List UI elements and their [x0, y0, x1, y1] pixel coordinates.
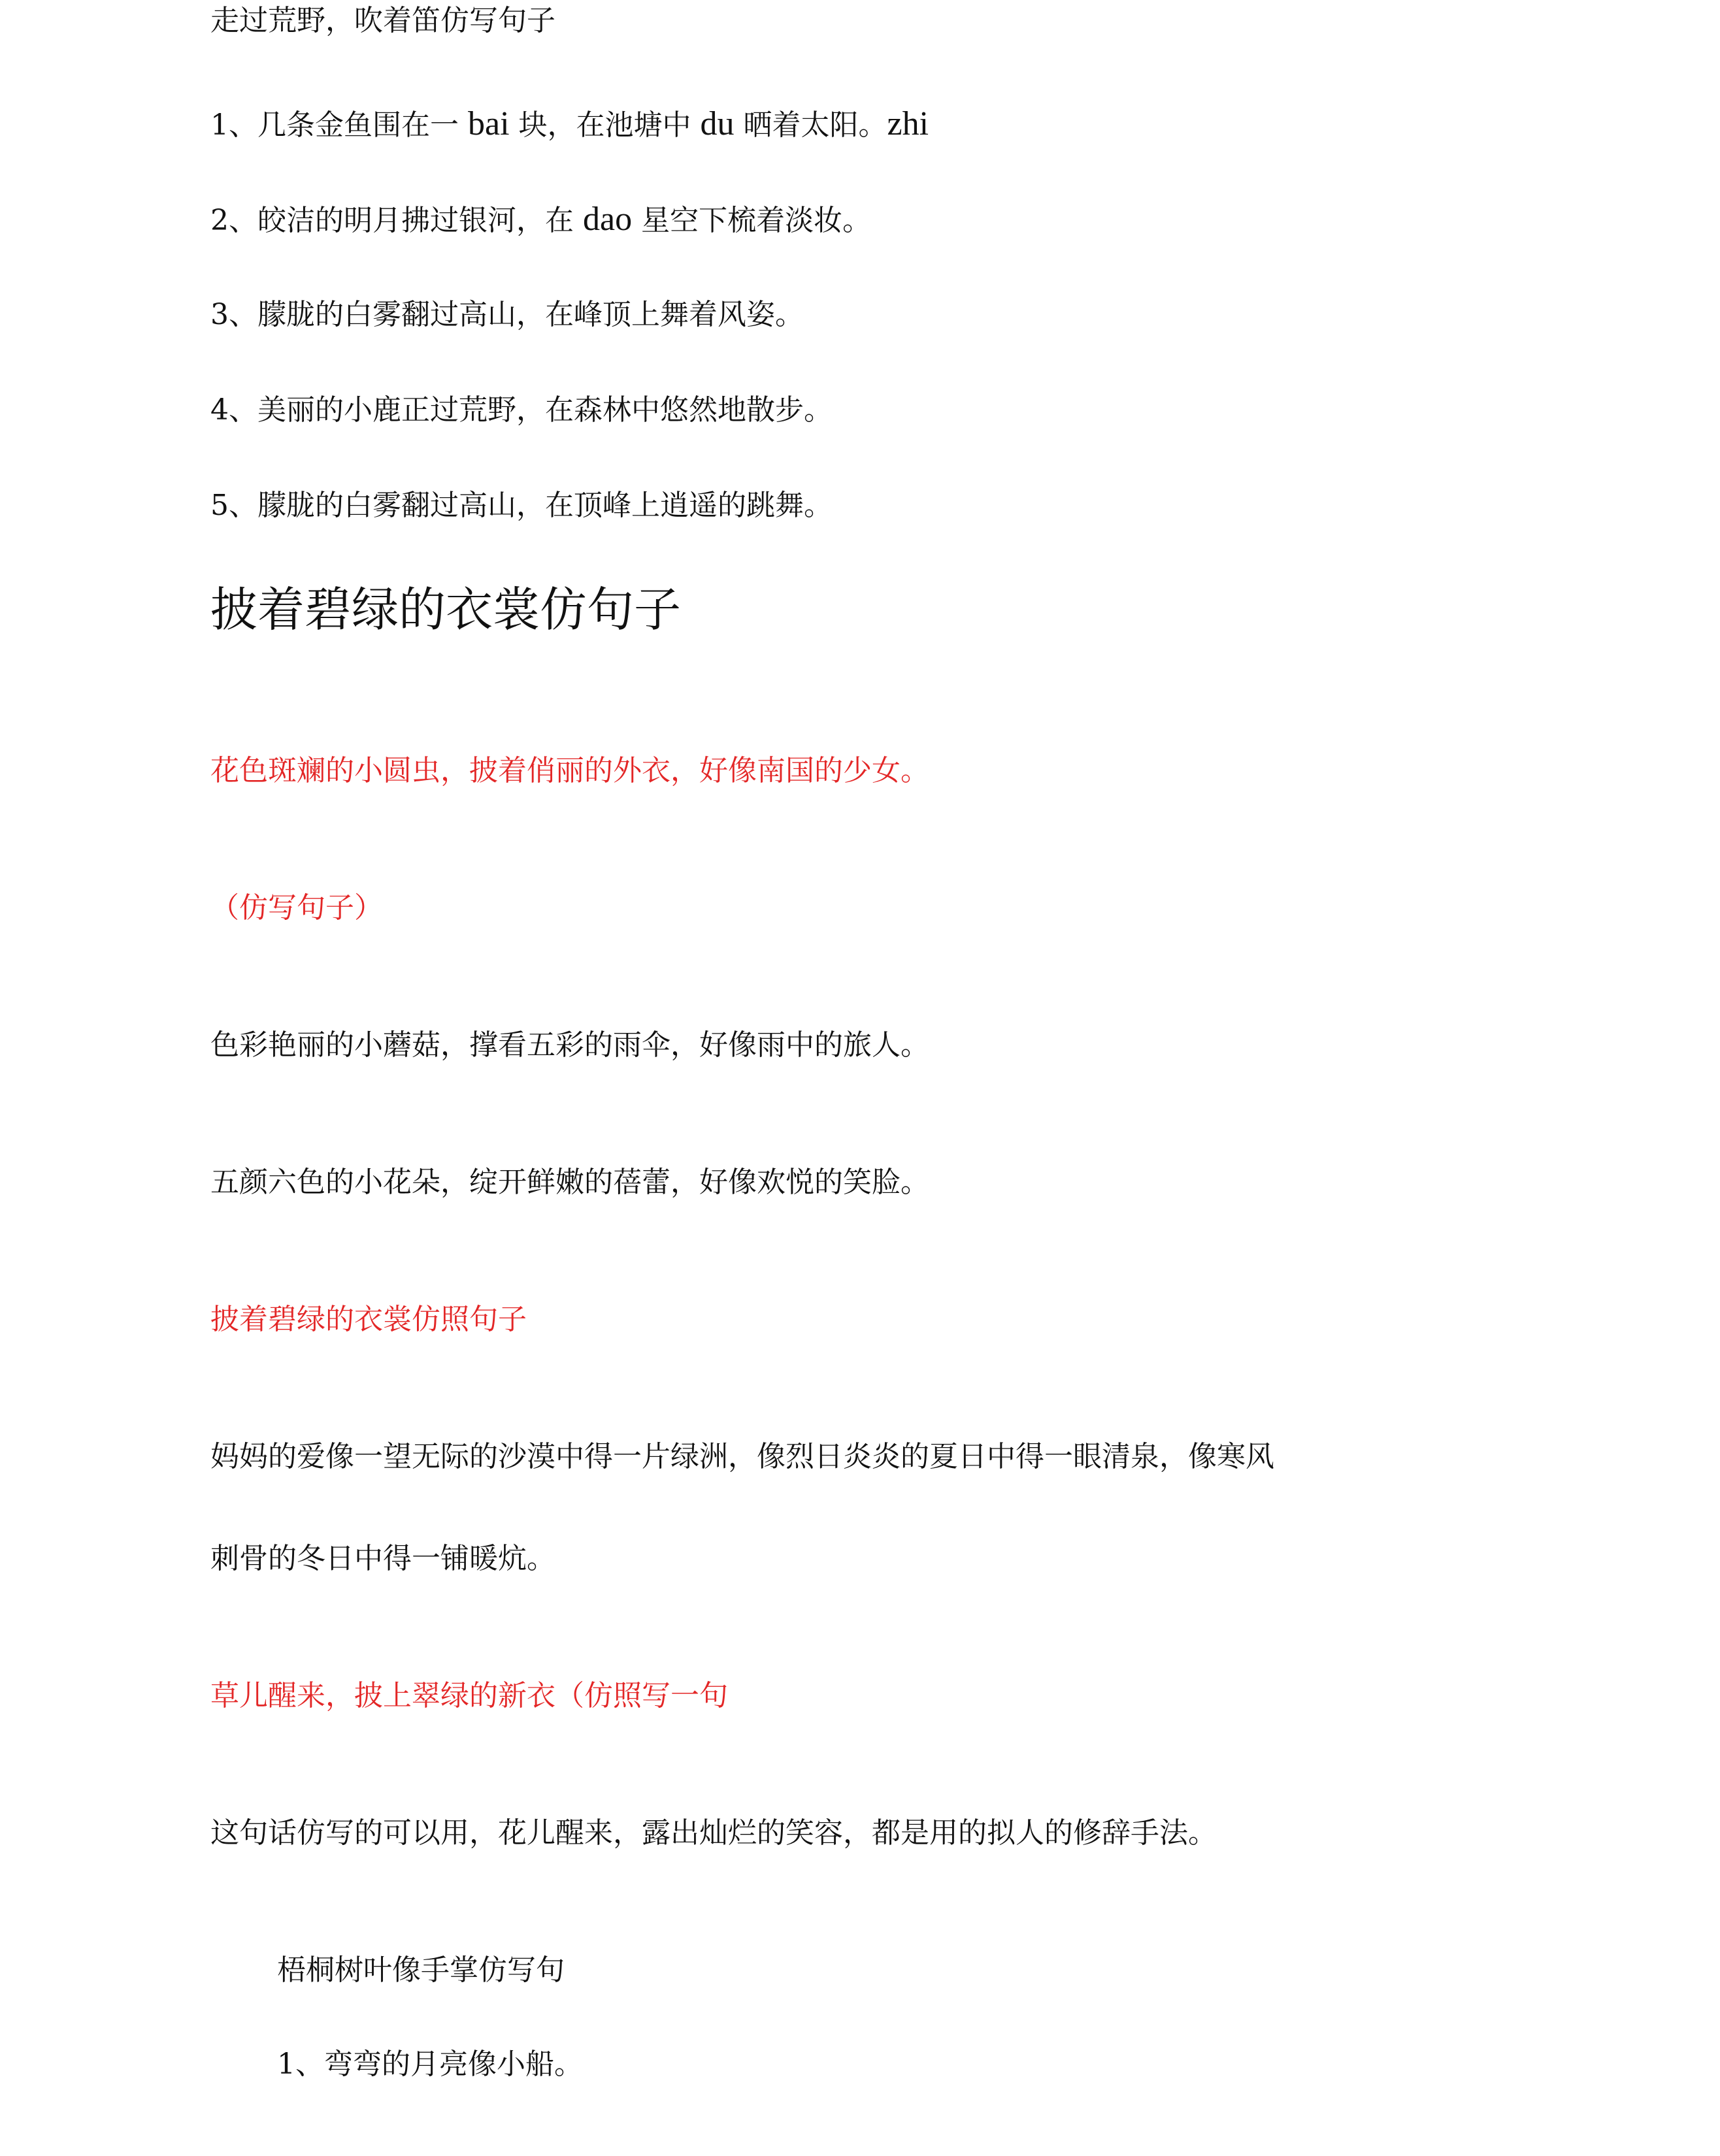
- mother-love-line-2: 刺骨的冬日中得一铺暖炕。: [210, 1542, 555, 1575]
- item-1-mid2: 晒着太阳。: [734, 108, 887, 142]
- item-2-rest: 星空下梳着淡妆。: [632, 204, 872, 237]
- red-example-sentence: 花色斑斓的小圆虫，披着俏丽的外衣，好像南国的少女。: [210, 754, 929, 787]
- mother-love-line-1: 妈妈的爱像一望无际的沙漠中得一片绿洲，像烈日炎炎的夏日中得一眼清泉，像寒风: [210, 1440, 1274, 1473]
- numbered-item-2: [210, 200, 871, 240]
- item-1-mid: 块，在池塘中: [509, 108, 701, 142]
- numbered-item-3: 3、朦胧的白雾翻过高山，在峰顶上舞着风姿。: [210, 298, 804, 331]
- numbered-item-4: 4、美丽的小鹿正过荒野，在森林中悠然地散步。: [210, 393, 833, 427]
- item-2-pinyin-dao: dao: [582, 201, 633, 238]
- item-1-pinyin-zhi: zhi: [887, 105, 929, 142]
- numbered-item-1: [210, 105, 929, 145]
- item-1-prefix: 1、几条金鱼围在一: [210, 108, 468, 142]
- red-grass-prompt: 草儿醒来，披上翠绿的新衣（仿照写一句: [210, 1679, 728, 1712]
- grass-answer: 这句话仿写的可以用，花儿醒来，露出灿烂的笑容，都是用的拟人的修辞手法。: [210, 1816, 1217, 1850]
- intro-title: 走过荒野，吹着笛仿写句子: [210, 4, 555, 37]
- section-heading: 披着碧绿的衣裳仿句子: [210, 582, 682, 637]
- answer-sentence-2: 五颜六色的小花朵，绽开鲜嫩的蓓蕾，好像欢悦的笑脸。: [210, 1166, 929, 1199]
- item-1-pinyin-bai: bai: [467, 105, 510, 142]
- wutong-item-1: 1、弯弯的月亮像小船。: [277, 2048, 583, 2081]
- item-1-pinyin-du: du: [700, 105, 735, 142]
- wutong-title: 梧桐树叶像手掌仿写句: [277, 1953, 565, 1987]
- numbered-item-5: 5、朦胧的白雾翻过高山，在顶峰上逍遥的跳舞。: [210, 489, 833, 522]
- item-2-prefix: 2、皎洁的明月拂过银河，在: [210, 204, 583, 237]
- answer-sentence-1: 色彩艳丽的小蘑菇，撑看五彩的雨伞，好像雨中的旅人。: [210, 1028, 929, 1062]
- red-subheading: 披着碧绿的衣裳仿照句子: [210, 1303, 527, 1336]
- red-instruction: （仿写句子）: [210, 891, 383, 924]
